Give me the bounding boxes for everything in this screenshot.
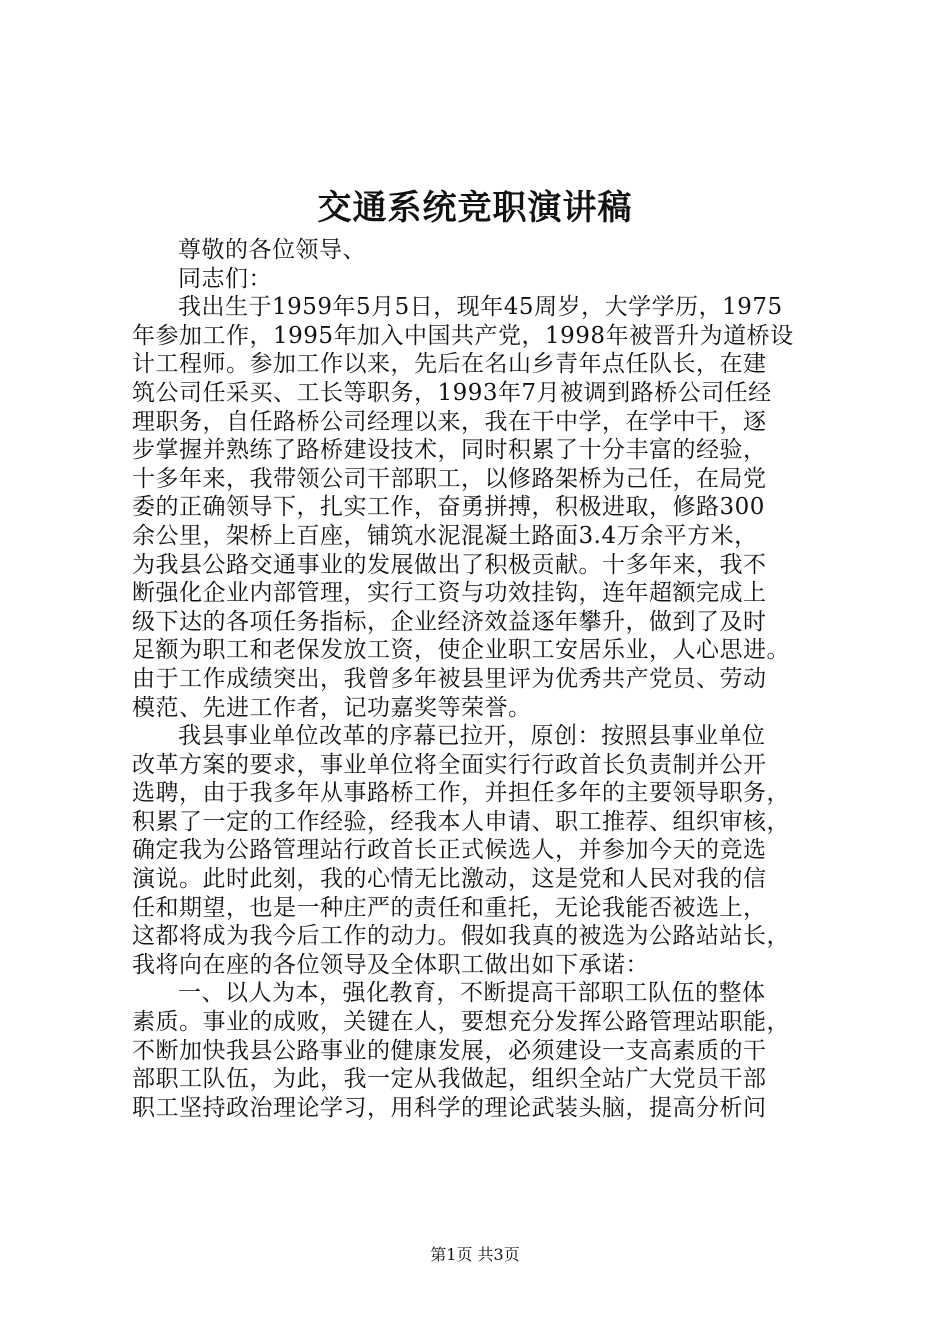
paragraph-line: 足额为职工和老保发放工资，使企业职工安居乐业，人心思进。 — [132, 637, 790, 664]
paragraph-line: 确定我为公路管理站行政首长正式候选人，并参加今天的竞选 — [132, 837, 767, 864]
salutation-line: 同志们： — [178, 265, 272, 292]
paragraph-line: 断强化企业内部管理，实行工资与功效挂钩，连年超额完成上 — [132, 580, 767, 607]
paragraph-line: 我出生于1959年5月5日，现年45周岁，大学学历，1975 — [178, 294, 783, 321]
paragraph-line: 素质。事业的成败，关键在人，要想充分发挥公路管理站职能， — [132, 1009, 790, 1036]
paragraph-line: 计工程师。参加工作以来，先后在名山乡青年点任队长，在建 — [132, 351, 767, 378]
paragraph-line: 一、以人为本，强化教育，不断提高干部职工队伍的整体 — [178, 980, 766, 1007]
paragraph-line: 改革方案的要求，事业单位将全面实行行政首长负责制并公开 — [132, 751, 767, 778]
paragraph-line: 为我县公路交通事业的发展做出了积极贡献。十多年来，我不 — [132, 551, 767, 578]
paragraph-line: 年参加工作，1995年加入中国共产党，1998年被晋升为道桥设 — [132, 322, 794, 349]
paragraph-line: 我将向在座的各位领导及全体职工做出如下承诺： — [132, 951, 649, 978]
document-body — [132, 236, 836, 1122]
paragraph-line: 不断加快我县公路事业的健康发展，必须建设一支高素质的干 — [132, 1037, 767, 1064]
document-title: 交通系统竞职演讲稿 — [317, 188, 633, 228]
paragraph-line: 演说。此时此刻，我的心情无比激动，这是党和人民对我的信 — [132, 866, 767, 893]
paragraph-line: 选聘，由于我多年从事路桥工作，并担任多年的主要领导职务， — [132, 780, 790, 807]
paragraph-line: 十多年来，我带领公司干部职工，以修路架桥为己任，在局党 — [132, 465, 767, 492]
paragraph-line: 由于工作成绩突出，我曾多年被县里评为优秀共产党员、劳动 — [132, 665, 767, 692]
paragraph-line: 积累了一定的工作经验，经我本人申请、职工推荐、组织审核， — [132, 808, 790, 835]
paragraph-line: 任和期望，也是一种庄严的责任和重托，无论我能否被选上， — [132, 894, 767, 921]
paragraph-line: 这都将成为我今后工作的动力。假如我真的被选为公路站站长， — [132, 923, 790, 950]
page-footer: 第1页 共3页 — [430, 1245, 520, 1264]
paragraph-line: 模范、先进工作者，记功嘉奖等荣誉。 — [132, 694, 532, 721]
paragraph-line: 理职务，自任路桥公司经理以来，我在干中学，在学中干，逐 — [132, 408, 767, 435]
paragraph-line: 余公里，架桥上百座，铺筑水泥混凝土路面3.4万余平方米， — [132, 522, 758, 549]
paragraph-line: 我县事业单位改革的序幕已拉开，原创：按照县事业单位 — [178, 723, 766, 750]
paragraph-line: 筑公司任采买、工长等职务，1993年7月被调到路桥公司任经 — [132, 379, 772, 406]
paragraph-line: 部职工队伍，为此，我一定从我做起，组织全站广大党员干部 — [132, 1066, 767, 1093]
paragraph-line: 委的正确领导下，扎实工作，奋勇拼搏，积极进取，修路300 — [132, 494, 765, 521]
salutation-line: 尊敬的各位领导、 — [178, 237, 366, 263]
paragraph-line: 级下达的各项任务指标，企业经济效益逐年攀升，做到了及时 — [132, 608, 767, 635]
paragraph-line: 步掌握并熟练了路桥建设技术，同时积累了十分丰富的经验， — [132, 437, 767, 464]
paragraph-line: 职工坚持政治理论学习，用科学的理论武装头脑，提高分析问 — [132, 1094, 767, 1121]
